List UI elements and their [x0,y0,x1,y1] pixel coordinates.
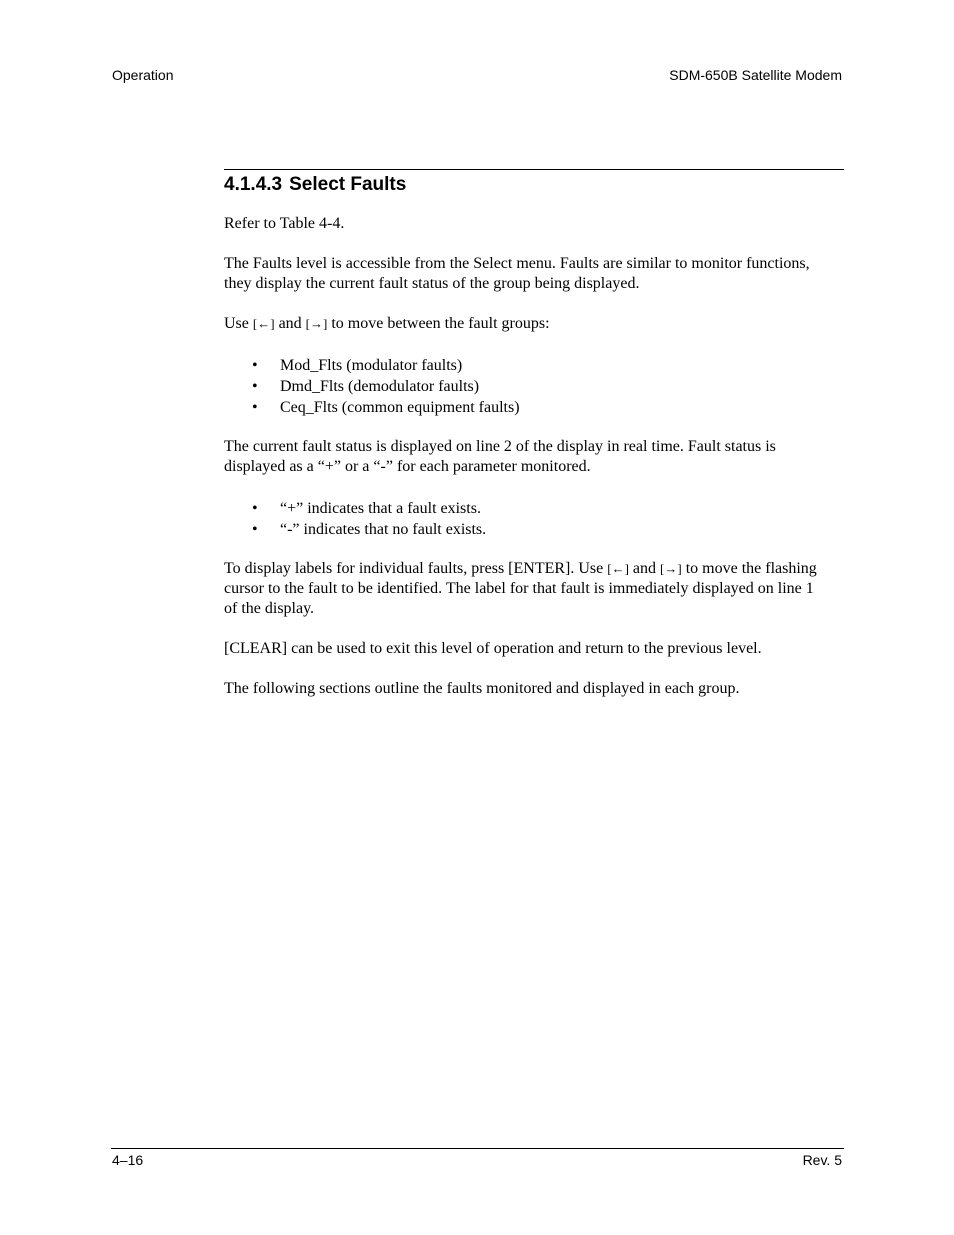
status-meaning-label: “+” indicates that a fault exists. [280,500,481,517]
fault-group-label: Ceq_Flts (common equipment faults) [280,399,520,416]
section-number: 4.1.4.3 [224,174,283,195]
labels-paragraph [224,559,824,619]
list-item [224,519,824,540]
fault-group-label: Dmd_Flts (demodulator faults) [280,378,480,395]
bullet-icon: • [252,399,258,416]
use-suffix: to move between the fault groups: [327,315,550,332]
list-item [224,355,824,376]
running-header-section: Operation [112,67,174,83]
following-paragraph: The following sections outline the faults monitored and displayed in each group. [224,680,740,697]
section-rule [224,169,844,170]
status-meaning-list [224,498,824,540]
section-title: Select Faults [289,174,407,195]
and-word: and [628,560,661,577]
navigation-paragraph [224,314,824,334]
section-heading [224,173,824,197]
fault-group-label: Mod_Flts (modulator faults) [280,357,463,374]
clear-paragraph: [CLEAR] can be used to exit this level of operation and return to the previous level. [224,640,762,657]
list-item [224,397,824,418]
revision-label: Rev. 5 [802,1152,842,1168]
footer-rule [111,1148,844,1149]
page-number: 4–16 [112,1152,144,1168]
right-arrow-key: [→] [660,561,682,576]
list-item [224,498,824,519]
status-paragraph: The current fault status is displayed on line 2 of the display in real time. Fault status is displayed as a “+” or a “-” for each parameter monitored. [224,438,776,475]
access-paragraph: The Faults level is accessible from the Select menu. Faults are similar to monitor functions, they display the current fault status of the group being displayed. [224,255,810,292]
list-item [224,376,824,397]
right-arrow-key: [→] [305,316,328,331]
refer-paragraph: Refer to Table 4-4. [224,215,345,232]
left-arrow-key: [←] [607,561,629,576]
bullet-icon: • [252,357,258,374]
status-meaning-label: “-” indicates that no fault exists. [280,521,487,538]
bullet-icon: • [252,500,258,517]
use-prefix: Use [224,315,253,332]
left-arrow-key: [←] [252,316,275,331]
and-word: and [274,315,306,332]
running-header-product: SDM-650B Satellite Modem [669,67,842,83]
page-content [224,171,824,699]
labels-suffix: to move the flashing cursor to the fault to be identified. The label for that fault is immediately displayed on line 1 of the display. [224,560,817,617]
labels-prefix: To display labels for individual faults, press [ENTER]. Use [224,560,608,577]
fault-groups-list [224,355,824,418]
bullet-icon: • [252,378,258,395]
bullet-icon: • [252,521,258,538]
